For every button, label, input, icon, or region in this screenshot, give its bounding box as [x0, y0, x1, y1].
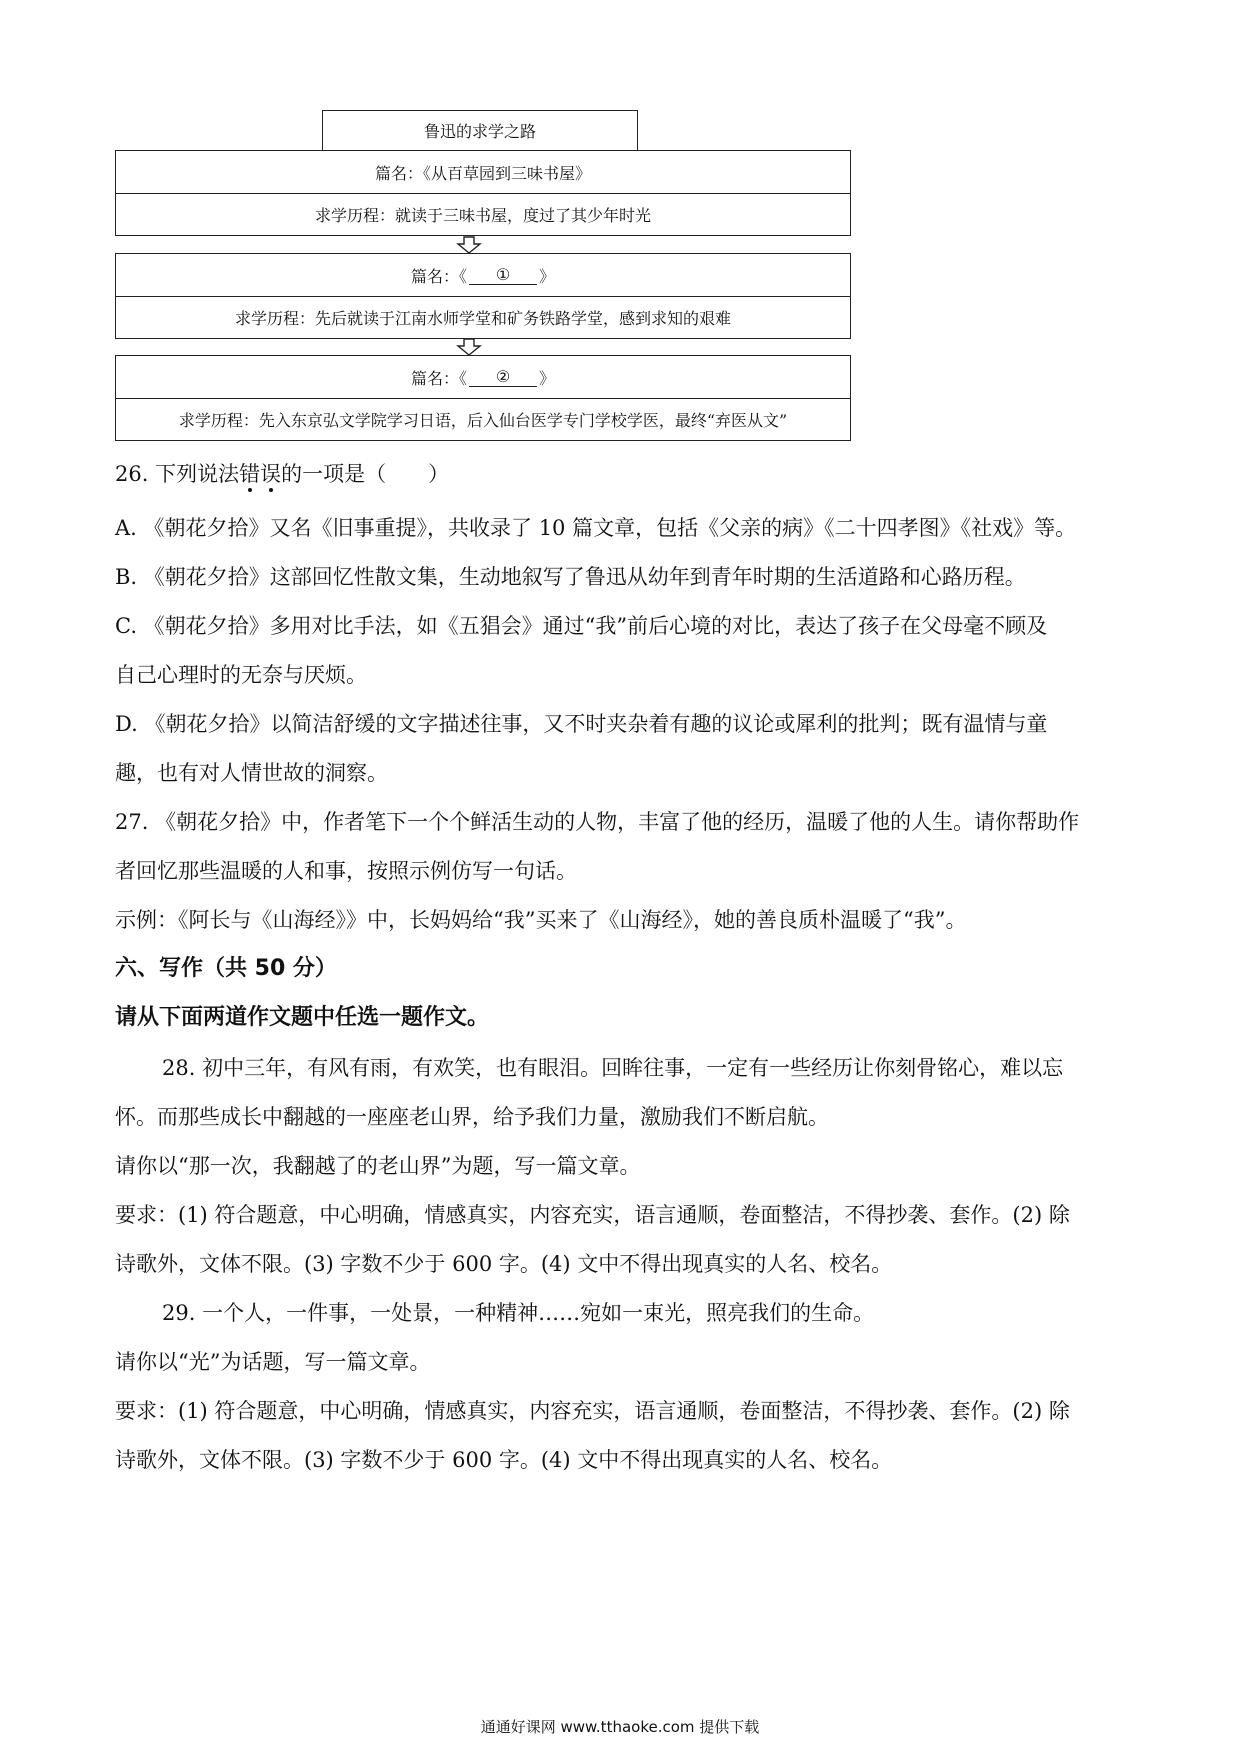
stem-text: 26. 下列说法 [115, 462, 240, 486]
title-suffix: 》 [539, 266, 556, 286]
flowchart-title: 鲁迅的求学之路 [322, 110, 638, 150]
emphasis-char: 错 [239, 462, 261, 486]
question-29-prompt: 请你以“光”为话题，写一篇文章。 [115, 1350, 431, 1374]
page-footer: 通通好课网 www.tthaoke.com 提供下载 [480, 1718, 760, 1736]
question-28-requirements: 要求：(1) 符合题意，中心明确，情感真实，内容充实，语言通顺，卷面整洁，不得抄袭、套作。(2) 除 [115, 1203, 1070, 1227]
question-27-example: 示例：《阿长与《山海经》》中，长妈妈给“我”买来了《山海经》，她的善良质朴温暖了“我”。 [115, 908, 967, 932]
option-b: B. 《朝花夕拾》这部回忆性散文集，生动地叙写了鲁迅从幼年到青年时期的生活道路和心路历程。 [115, 565, 1026, 589]
option-d: D. 《朝花夕拾》以简洁舒缓的文字描述往事，又不时夹杂着有趣的议论或犀利的批判；既有温情与童 [115, 712, 1048, 736]
option-c-cont: 自己心理时的无奈与厌烦。 [115, 663, 367, 687]
section-title: 六、写作（共 50 分） [115, 956, 337, 981]
title-prefix: 篇名：《 [410, 368, 467, 388]
question-28-prompt: 请你以“那一次，我翻越了的老山界”为题，写一篇文章。 [115, 1154, 641, 1178]
step-title: 篇名：《从百草园到三味书屋》 [374, 163, 591, 183]
down-arrow-icon [456, 236, 482, 254]
down-arrow-icon [456, 338, 482, 356]
step-title [116, 254, 850, 296]
emphasis-char: 误 [260, 462, 282, 486]
question-28-requirements-cont: 诗歌外，文体不限。(3) 字数不少于 600 字。(4) 文中不得出现真实的人名、校名。 [115, 1252, 893, 1276]
step-history: 求学历程：就读于三味书屋，度过了其少年时光 [116, 193, 850, 235]
title-prefix: 篇名：《 [410, 266, 467, 286]
step-title [116, 356, 850, 398]
stem-text: 的一项是（ ） [281, 462, 450, 486]
answer-blank-2: ② [469, 368, 537, 387]
question-28-line: 怀。而那些成长中翻越的一座座老山界，给予我们力量，激励我们不断启航。 [115, 1105, 829, 1129]
option-a: A. 《朝花夕拾》又名《旧事重提》，共收录了 10 篇文章，包括《父亲的病》《二十四孝图》《社戏》等。 [115, 516, 1077, 540]
option-c: C. 《朝花夕拾》多用对比手法，如《五猖会》通过“我”前后心境的对比，表达了孩子在父母毫不顾及 [115, 614, 1048, 638]
flowchart-step-3 [115, 355, 851, 441]
question-29-line: 29. 一个人，一件事，一处景，一种精神……宛如一束光，照亮我们的生命。 [162, 1301, 875, 1325]
question-27-line: 27. 《朝花夕拾》中，作者笔下一个个鲜活生动的人物，丰富了他的经历，温暖了他的人生。请你帮助作 [115, 810, 1080, 834]
flowchart-step-2 [115, 253, 851, 339]
option-d-cont: 趣，也有对人情世故的洞察。 [115, 761, 388, 785]
title-suffix: 》 [539, 368, 556, 388]
flowchart-step-1 [115, 150, 851, 236]
question-26-stem [115, 460, 449, 488]
question-29-requirements: 要求：(1) 符合题意，中心明确，情感真实，内容充实，语言通顺，卷面整洁，不得抄袭、套作。(2) 除 [115, 1399, 1070, 1423]
question-28-line: 28. 初中三年，有风有雨，有欢笑，也有眼泪。回眸往事，一定有一些经历让你刻骨铭心，难以忘 [162, 1056, 1064, 1080]
question-29-requirements-cont: 诗歌外，文体不限。(3) 字数不少于 600 字。(4) 文中不得出现真实的人名、校名。 [115, 1448, 893, 1472]
step-history: 求学历程：先入东京弘文学院学习日语，后入仙台医学专门学校学医，最终“弃医从文” [116, 398, 850, 440]
question-27-line: 者回忆那些温暖的人和事，按照示例仿写一句话。 [115, 859, 577, 883]
step-history: 求学历程：先后就读于江南水师学堂和矿务铁路学堂，感到求知的艰难 [116, 296, 850, 338]
answer-blank-1: ① [469, 266, 537, 285]
writing-instruction: 请从下面两道作文题中任选一题作文。 [115, 1005, 490, 1030]
